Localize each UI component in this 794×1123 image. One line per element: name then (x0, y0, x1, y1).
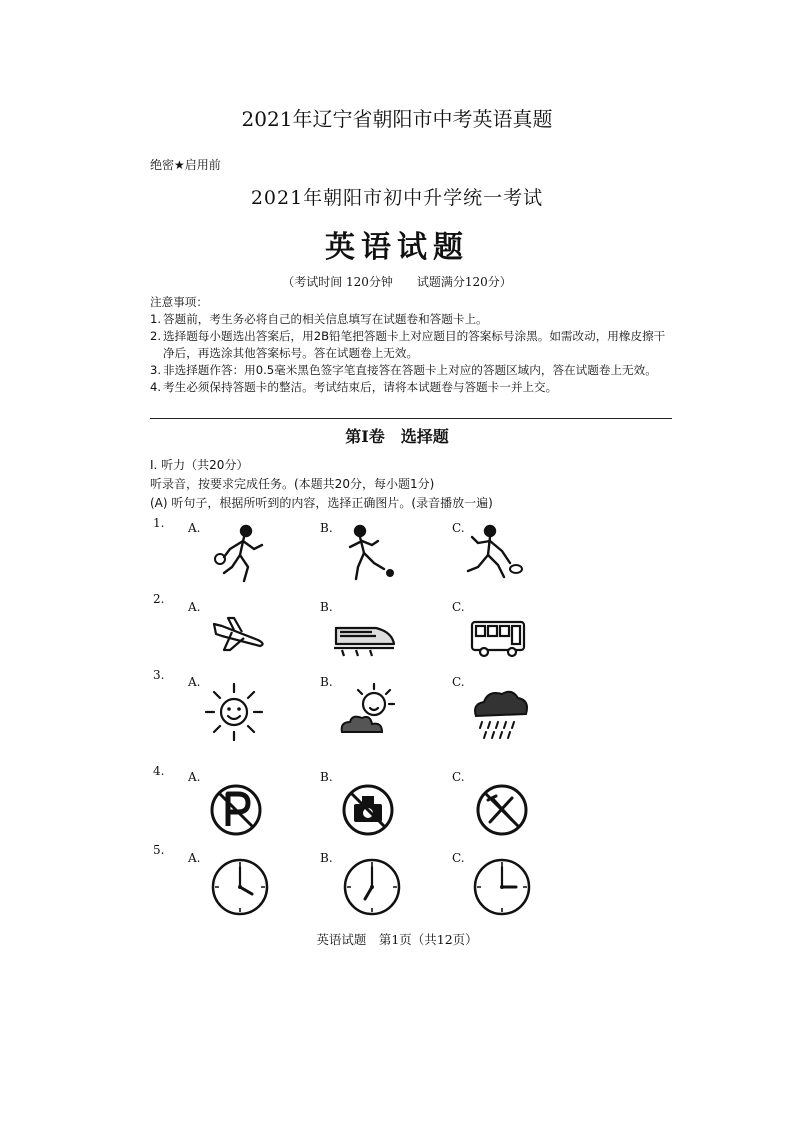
subject-title: 英语试题 (325, 230, 469, 265)
section-heading: Ⅰ. 听力（共20分） (150, 458, 249, 472)
note-item (150, 311, 670, 328)
question-number: 1. (153, 516, 165, 530)
section-instruction: 听录音，按要求完成任务。(本题共20分，每小题1分) (150, 477, 435, 491)
basketball-player-icon (210, 523, 274, 587)
clock-three-icon (470, 855, 534, 919)
question-number: 2. (153, 592, 165, 606)
notes-heading: 注意事项： (150, 295, 208, 309)
option-label: B. (320, 851, 333, 865)
question-number: 4. (153, 764, 165, 778)
option-label: B. (320, 521, 333, 535)
note-number: 1. (150, 312, 162, 326)
note-text: 非选择题作答：用0.5毫米黑色签字笔直接答在答题卡上对应的答题区域内，答在试题卷上无效。 (163, 363, 657, 377)
note-item (150, 362, 670, 379)
option-label: A. (188, 770, 201, 784)
bus-icon (466, 606, 530, 670)
option-label: A. (188, 600, 201, 614)
note-text: 答题前，考生务必将自己的相关信息填写在试题卷和答题卡上。 (163, 312, 488, 326)
note-text: 考生必须保持答题卡的整洁。考试结束后，请将本试题卷与答题卡一并上交。 (163, 380, 558, 394)
option-label: B. (320, 675, 333, 689)
page-footer: 英语试题 第1页（共12页） (316, 932, 478, 947)
document-title: 2021年辽宁省朝阳市中考英语真题 (241, 107, 553, 131)
note-item (150, 328, 670, 362)
option-label: C. (452, 675, 465, 689)
note-text: 选择题每小题选出答案后，用2B铅笔把答题卡上对应题目的答案标号涂黑。如需改动，用橡皮擦干净后，再选涂其他答案标号。答在试题卷上无效。 (163, 329, 666, 360)
option-label: A. (188, 851, 201, 865)
airplane-icon (208, 606, 272, 670)
partly-cloudy-icon (336, 680, 400, 744)
clock-four-icon (208, 855, 272, 919)
divider-line (150, 418, 672, 419)
no-eating-icon (470, 778, 534, 842)
rainy-icon (468, 680, 532, 744)
no-photos-icon (336, 778, 400, 842)
badminton-player-icon (462, 523, 526, 587)
option-label: B. (320, 600, 333, 614)
option-label: C. (452, 600, 465, 614)
question-number: 3. (153, 668, 165, 682)
note-number: 2. (150, 329, 162, 343)
notes-block (150, 294, 670, 396)
no-parking-icon (204, 778, 268, 842)
football-player-icon (340, 523, 404, 587)
sunny-icon (202, 680, 266, 744)
note-item (150, 379, 670, 396)
option-label: C. (452, 521, 465, 535)
option-label: C. (452, 851, 465, 865)
exam-title: 2021年朝阳市初中升学统一考试 (250, 187, 544, 209)
subsection-a-instruction: (A) 听句子，根据所听到的内容，选择正确图片。(录音播放一遍) (150, 496, 493, 510)
note-number: 3. (150, 363, 162, 377)
option-label: A. (188, 675, 201, 689)
note-number: 4. (150, 380, 162, 394)
option-label: A. (188, 521, 201, 535)
question-number: 5. (153, 843, 165, 857)
option-label: B. (320, 770, 333, 784)
high-speed-train-icon (332, 606, 396, 670)
option-label: C. (452, 770, 465, 784)
clock-seven-icon (340, 855, 404, 919)
exam-info: （考试时间 120分钟 试题满分120分） (282, 275, 512, 289)
part-title: 第Ⅰ卷 选择题 (345, 427, 449, 446)
secret-mark: 绝密★启用前 (150, 158, 221, 172)
